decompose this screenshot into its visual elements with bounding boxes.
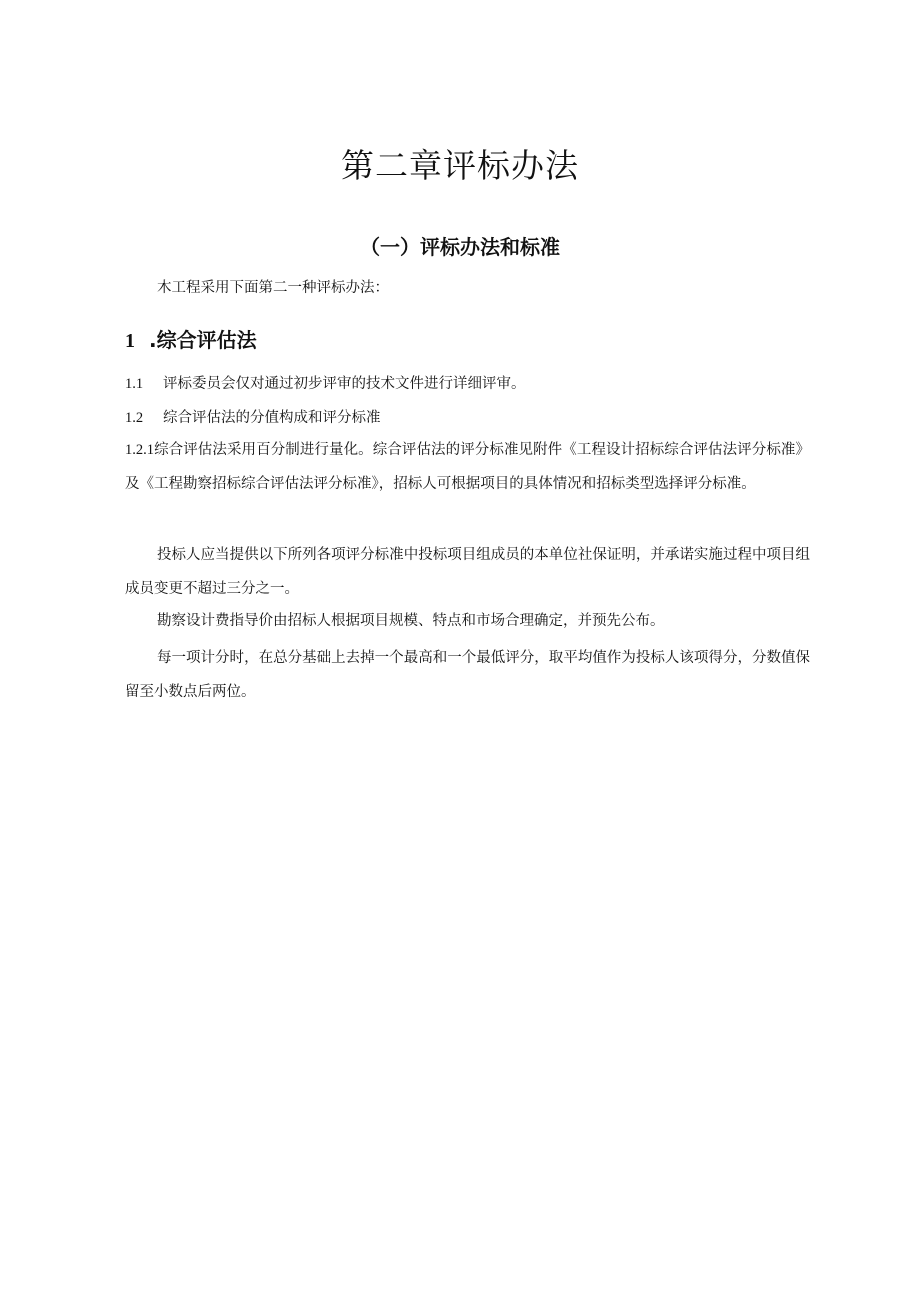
- paragraph-fee-guidance: 勘察设计费指导价由招标人根据项目规模、特点和市场合理确定，并预先公布。: [157, 613, 665, 629]
- chapter-title: 第二章评标办法: [341, 146, 579, 185]
- section-title: （一）评标办法和标准: [360, 235, 560, 259]
- clause-text: 综合评估法的分值构成和评分标准: [163, 410, 381, 426]
- heading-number: 1: [125, 330, 135, 352]
- clause-1-2-1: [125, 433, 810, 501]
- intro-paragraph: 木工程采用下面第二一种评标办法：: [157, 280, 389, 296]
- clause-1-2: [125, 406, 381, 427]
- clause-1-1: [125, 372, 526, 393]
- clause-number: 1.2.1: [125, 442, 154, 458]
- clause-number: 1.1: [125, 376, 144, 392]
- clause-text: 评标委员会仅对通过初步评审的技术文件进行详细评审。: [163, 376, 526, 392]
- clause-number: 1.2: [125, 410, 144, 426]
- heading-text: .综合评估法: [149, 328, 257, 352]
- heading-comprehensive-evaluation: [125, 324, 257, 353]
- clause-text: 综合评估法采用百分制进行量化。综合评估法的评分标准见附件《工程设计招标综合评估法评分标准》及《工程勘察招标综合评估法评分标准》，招标人可根据项目的具体情况和招标类型选择评分标准。: [125, 442, 810, 492]
- paragraph-scoring-rule: 每一项计分时，在总分基础上去掉一个最高和一个最低评分，取平均值作为投标人该项得分，分数值保留至小数点后两位。: [125, 650, 810, 700]
- paragraph-social-security: 投标人应当提供以下所列各项评分标准中投标项目组成员的本单位社保证明，并承诺实施过程中项目组成员变更不超过三分之一。: [125, 547, 810, 597]
